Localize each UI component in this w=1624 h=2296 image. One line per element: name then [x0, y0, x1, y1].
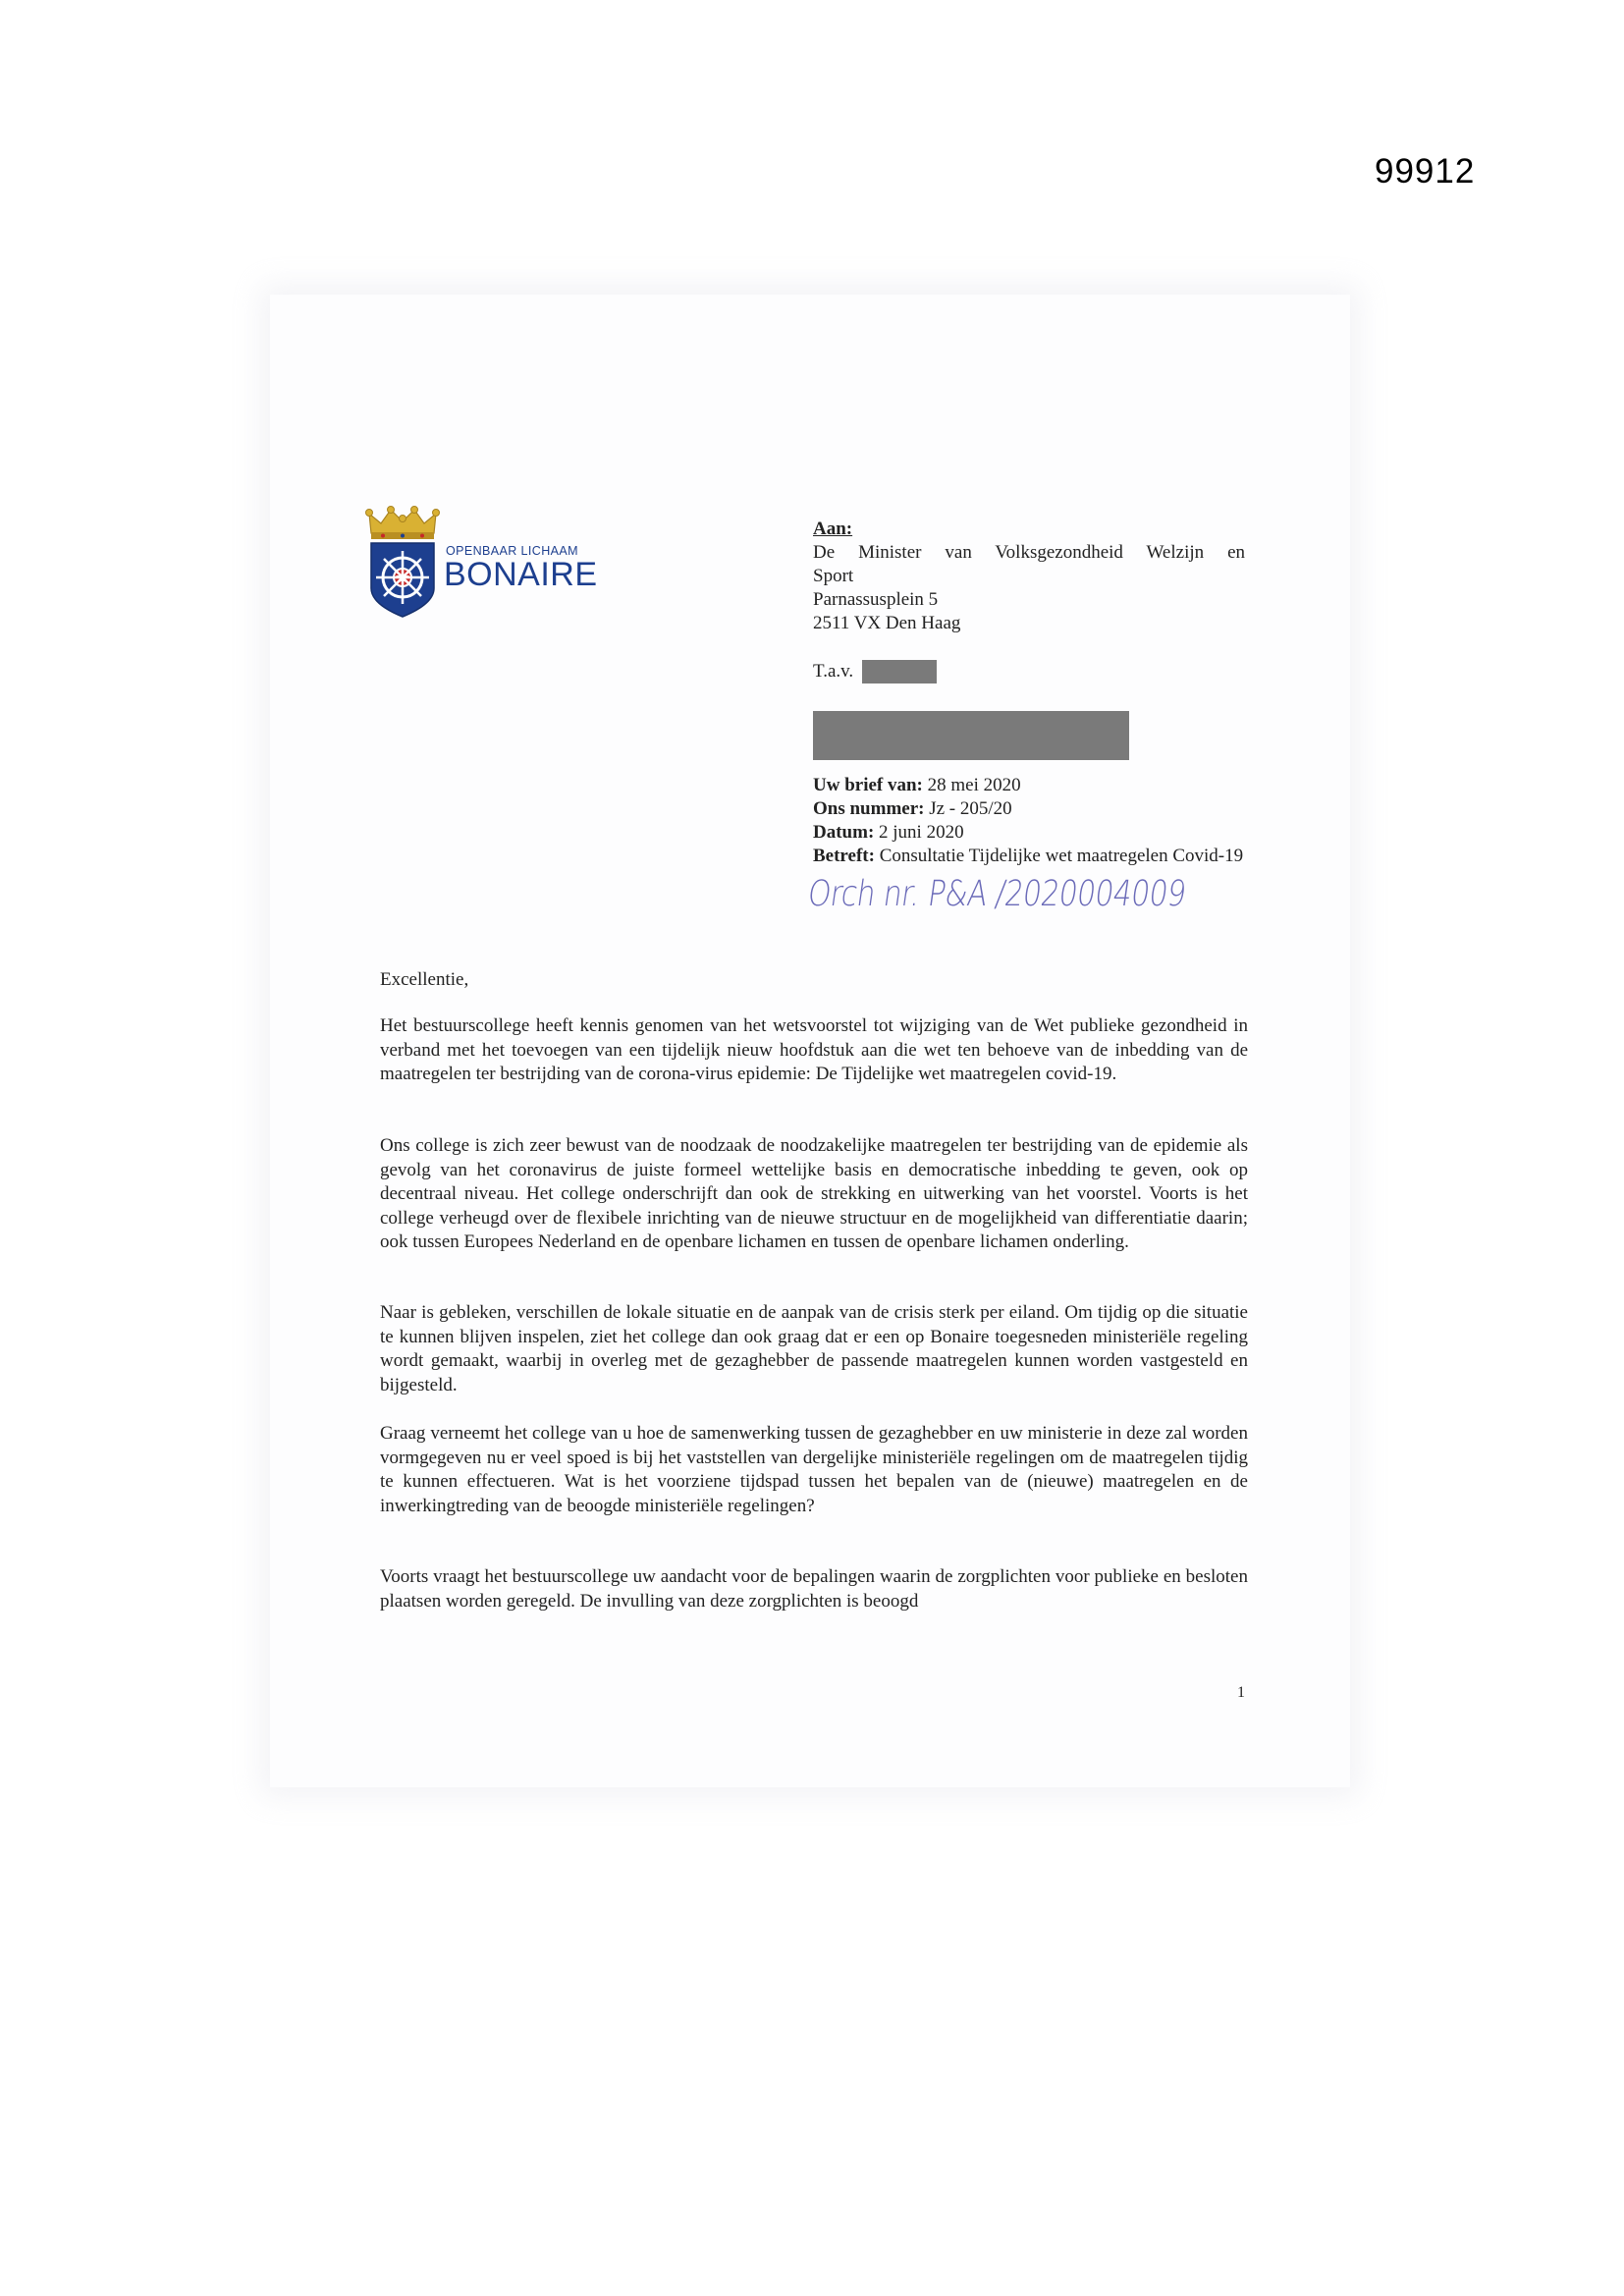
address-line-3: Parnassusplein 5	[813, 589, 939, 610]
paragraph-4: Graag verneemt het college van u hoe de samenwerking tussen de gezaghebber en uw ministerie in deze zal worden vormgegeven nu er veel spoed is bij het vaststellen van dergelijke ministeriële regelingen om de maatregelen tijdig te kunnen effectueren. Wat is het voorziene tijdspad tussen het bepalen van de (nieuwe) maatregelen en de inwerkingtreding van de beoogde ministeriële regelingen?	[380, 1423, 1248, 1516]
salutation: Excellentie,	[380, 969, 469, 990]
your-letter-value: 28 mei 2020	[927, 775, 1021, 795]
coat-of-arms-icon	[363, 506, 442, 619]
our-number-label: Ons nummer:	[813, 798, 925, 819]
your-letter-label: Uw brief van:	[813, 775, 923, 795]
address-line-1: De Minister van Volksgezondheid Welzijn en	[813, 542, 1245, 563]
address-line-2: Sport	[813, 566, 854, 586]
bonaire-logo	[363, 506, 609, 619]
paragraph-5: Voorts vraagt het bestuurscollege uw aandacht voor de bepalingen waarin de zorgplichten voor publieke en besloten plaatsen worden geregeld. De invulling van deze zorgplichten is beoogd	[380, 1566, 1248, 1612]
address-heading: Aan:	[813, 519, 853, 539]
redacted-block	[813, 711, 1129, 760]
date-label: Datum:	[813, 822, 875, 843]
our-number-row	[813, 797, 1247, 821]
our-number-value: Jz - 205/20	[929, 798, 1012, 819]
your-letter-row	[813, 774, 1247, 797]
logo-title: BONAIRE	[444, 556, 598, 593]
logo-subtitle: OPENBAAR LICHAAM	[446, 544, 578, 558]
document-number: 99912	[1375, 152, 1476, 191]
date-row	[813, 821, 1247, 845]
paragraph-2: Ons college is zich zeer bewust van de noodzaak de noodzakelijke maatregelen ter bestrijding van de epidemie als gevolg van het coronavirus de juiste formeel wettelijke basis en democratische inbedding te geven, ook op decentraal niveau. Het college onderschrijft dan ook de strekking en uitwerking van het voorstel. Voorts is het college verheugd over de flexibele inrichting van de nieuwe structuur en de mogelijkheid van differentiatie daarin; ook tussen Europees Nederland en de openbare lichamen en tussen de openbare lichamen onderling.	[380, 1135, 1248, 1252]
paragraph-1: Het bestuurscollege heeft kennis genomen van het wetsvoorstel tot wijziging van de Wet publieke gezondheid in verband met het toevoegen van een tijdelijk nieuw hoofdstuk aan die wet ten behoeve van de inbedding van de maatregelen ter bestrijding van de corona-virus epidemie: De Tijdelijke wet maatregelen covid-19.	[380, 1015, 1248, 1084]
subject-label: Betreft:	[813, 846, 875, 866]
letter-reference-block	[813, 774, 1247, 868]
recipient-address	[813, 518, 1245, 635]
paragraph-3: Naar is gebleken, verschillen de lokale situatie en de aanpak van de crisis sterk per eiland. Om tijdig op die situatie te kunnen blijven inspelen, ziet het college dan ook graag dat er een op Bonaire toegesneden ministeriële regeling wordt gemaakt, waarbij in overleg met de gezaghebber de passende maatregelen kunnen worden vastgesteld en bijgesteld.	[380, 1302, 1248, 1395]
page-number: 1	[1237, 1684, 1245, 1701]
date-value: 2 juni 2020	[879, 822, 964, 843]
address-line-4: 2511 VX Den Haag	[813, 613, 961, 633]
subject-row	[813, 845, 1247, 868]
handwritten-archive-note: Orch nr. P&A /2020004009	[805, 874, 1189, 914]
subject-value: Consultatie Tijdelijke wet maatregelen Covid-19	[879, 846, 1244, 866]
attention-label: T.a.v.	[813, 661, 854, 682]
redacted-name-block	[862, 660, 937, 683]
